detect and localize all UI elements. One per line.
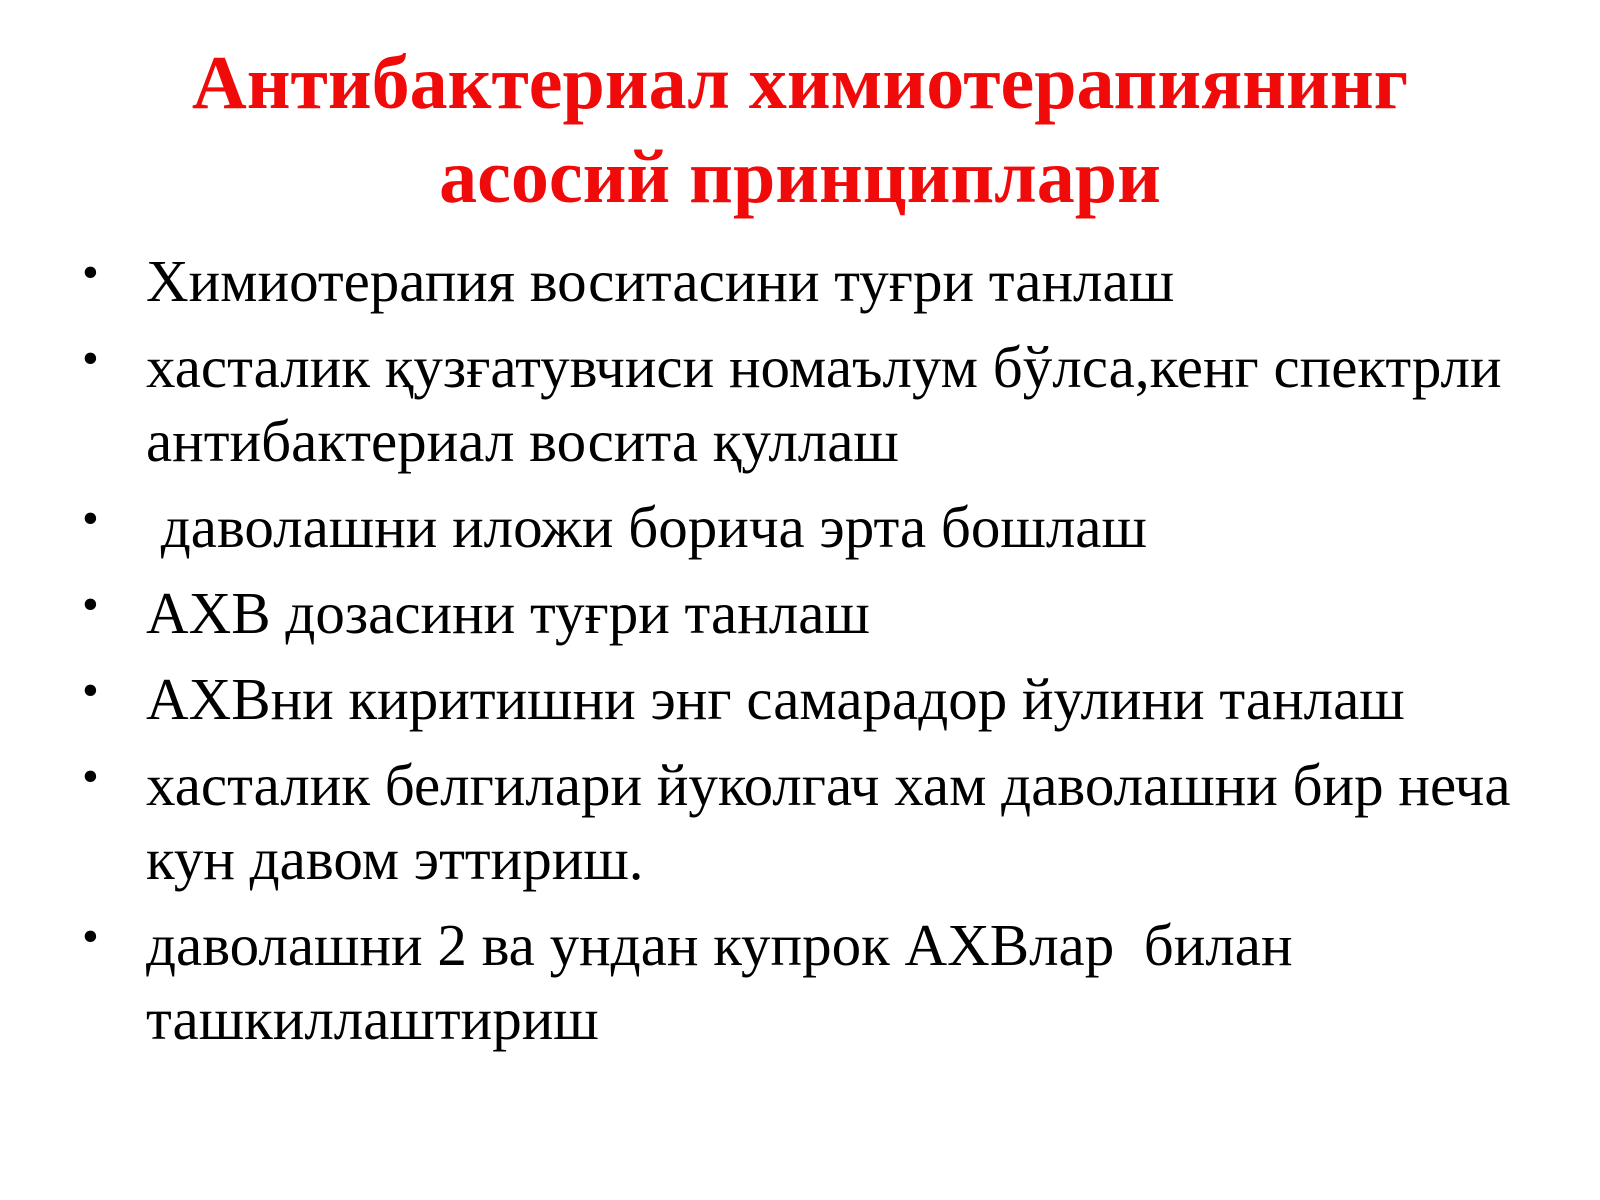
bullet-text: даволашни 2 ва ундан купрок АХВлар билан ташкиллаштириш <box>146 912 1308 1052</box>
bullet-dot-icon: • <box>82 332 99 385</box>
bullet-item <box>0 748 1600 896</box>
bullet-dot-icon: • <box>82 910 99 963</box>
bullet-dot-icon: • <box>82 492 99 545</box>
bullet-dot-icon: • <box>82 246 99 299</box>
bullet-item <box>0 662 1600 736</box>
slide-title-line-1: Антибактериал химиотерапиянинг <box>191 41 1409 125</box>
bullet-list <box>0 244 1600 1068</box>
bullet-item <box>0 244 1600 318</box>
bullet-item <box>0 576 1600 650</box>
bullet-dot-icon: • <box>82 578 99 631</box>
slide-title-line-2: асосий принциплари <box>439 135 1161 219</box>
bullet-dot-icon: • <box>82 664 99 717</box>
bullet-item <box>0 490 1600 564</box>
bullet-text: даволашни иложи борича эрта бошлаш <box>146 494 1147 560</box>
bullet-text: АХВ дозасини туғри танлаш <box>146 580 870 646</box>
bullet-text: Химиотерапия воситасини туғри танлаш <box>146 248 1175 314</box>
bullet-text: АХВни киритишни энг самарадор йулини танлаш <box>146 666 1405 732</box>
bullet-item <box>0 908 1600 1056</box>
bullet-dot-icon: • <box>82 750 99 803</box>
bullet-text: хасталик белгилари йуколгач хам даволашни бир неча кун давом эттириш. <box>146 752 1526 892</box>
bullet-item <box>0 330 1600 478</box>
bullet-text: хасталик қузғатувчиси номаълум бўлса,кенг спектрли антибактериал восита қуллаш <box>146 334 1517 474</box>
slide-title <box>0 36 1600 224</box>
